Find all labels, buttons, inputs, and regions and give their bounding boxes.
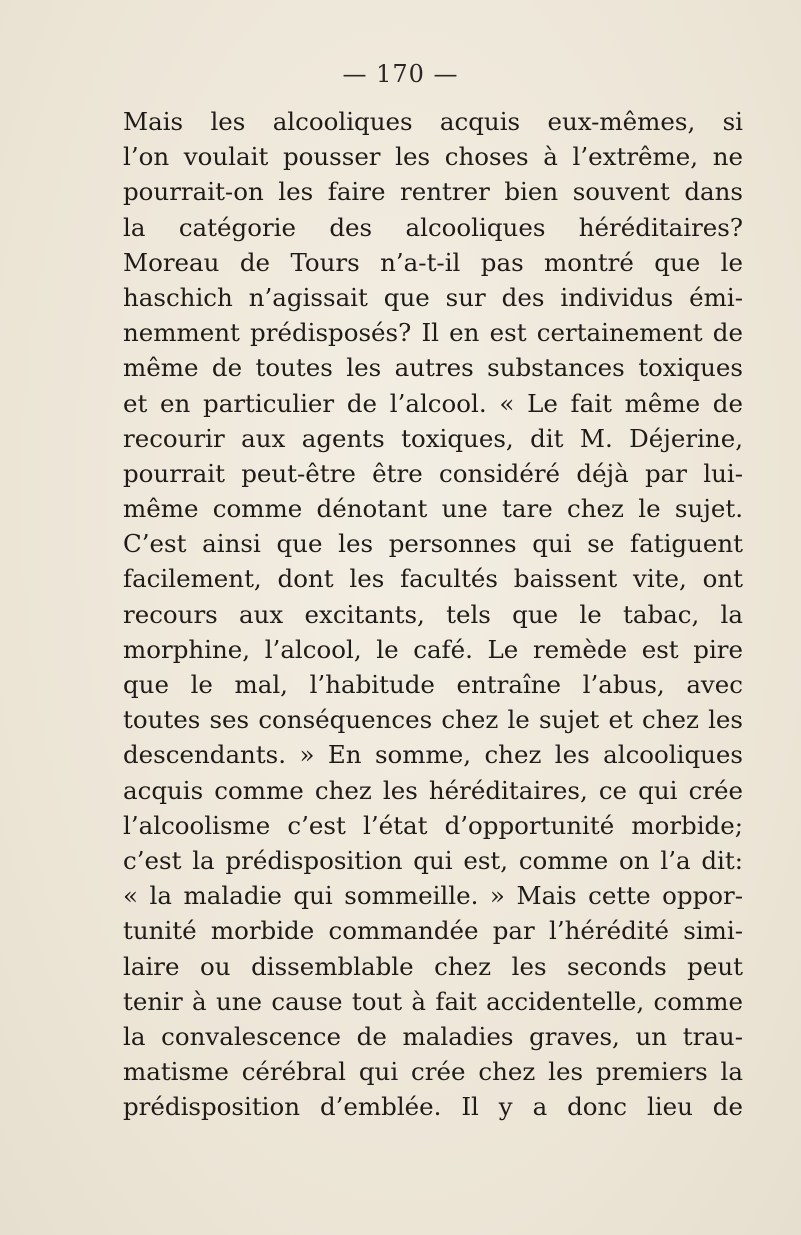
text-line: matisme cérébral qui crée chez les premiers la (123, 1057, 743, 1087)
text-line: Moreau de Tours n’a-t-il pas montré que le (123, 247, 743, 277)
text-line: tenir à une cause tout à fait accidentelle, comme (123, 986, 743, 1016)
text-line: prédisposition d’emblée. Il y a donc lieu de (123, 1092, 743, 1122)
text-line: l’alcoolisme c’est l’état d’opportunité morbide; (123, 810, 743, 840)
text-line: recours aux excitants, tels que le tabac, la (123, 599, 743, 629)
text-line: même comme dénotant une tare chez le sujet. (123, 494, 743, 524)
text-line: l’on voulait pousser les choses à l’extrême, ne (123, 142, 743, 172)
text-line: haschich n’agissait que sur des individus émi- (123, 282, 743, 312)
text-line: tunité morbide commandée par l’hérédité simi- (123, 916, 743, 946)
text-line: que le mal, l’habitude entraîne l’abus, avec (123, 670, 743, 699)
text-line: morphine, l’alcool, le café. Le remède est pire (123, 634, 743, 664)
text-line: « la maladie qui sommeille. » Mais cette oppor- (123, 881, 743, 911)
body-text (123, 104, 743, 1124)
text-line: la catégorie des alcooliques héréditaires? (123, 212, 743, 242)
text-line: facilement, dont les facultés baissent vite, ont (123, 564, 743, 594)
page-number: — 170 — (342, 60, 459, 88)
text-line: la convalescence de maladies graves, un trau- (123, 1021, 743, 1051)
text-line: laire ou dissemblable chez les seconds peut (123, 951, 743, 981)
text-line: C’est ainsi que les personnes qui se fatiguent (123, 529, 743, 559)
text-line: même de toutes les autres substances toxiques (123, 353, 743, 383)
text-line: descendants. » En somme, chez les alcooliques (123, 740, 743, 770)
text-line: acquis comme chez les héréditaires, ce qui crée (123, 775, 743, 805)
text-line: c’est la prédisposition qui est, comme on l’a dit: (123, 845, 743, 875)
text-line: recourir aux agents toxiques, dit M. Déjerine, (123, 423, 743, 453)
text-line: pourrait-on les faire rentrer bien souvent dans (123, 177, 743, 207)
text-line: toutes ses conséquences chez le sujet et chez les (123, 705, 743, 735)
text-line: pourrait peut-être être considéré déjà par lui- (123, 458, 743, 488)
text-line: nemment prédisposés? Il en est certainement de (123, 318, 743, 348)
text-line: et en particulier de l’alcool. « Le fait même de (123, 388, 743, 418)
text-line: Mais les alcooliques acquis eux-mêmes, si (123, 107, 743, 136)
